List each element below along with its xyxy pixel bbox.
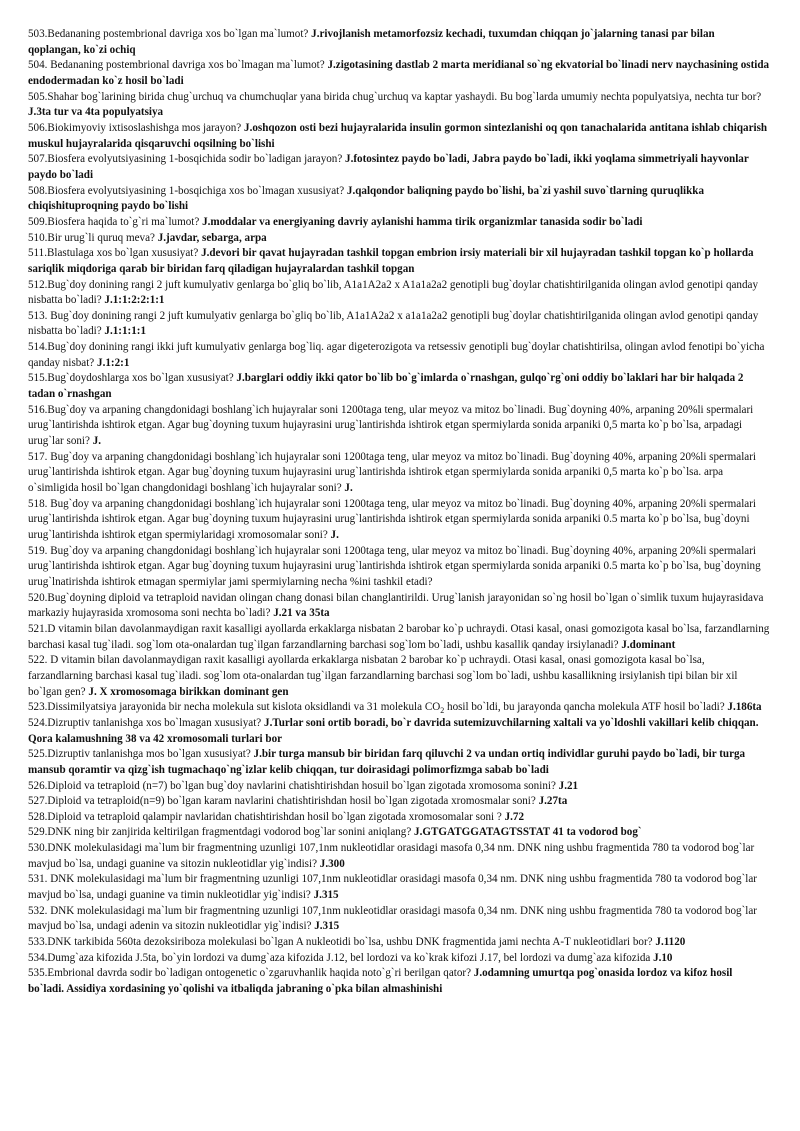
- answer-text: J.barglari oddiy ikki qator bo`lib bo`g`imlarda o`rnashgan, gulqo`rg`oni oddiy bo`laklari har bir halqada 2 tadan o`rnashgan: [28, 372, 744, 401]
- question-text: 530.DNK molekulasidagi ma`lum bir fragmentning uzunligi 107,1nm nukleotidlar orasidagi masofa 0,34 nm. DNK ning ushbu fragmentida 780 ta vodorod bog`lar mavjud bo`lsa, undagi guanine va sitozin nukleotidlar yig`indisi?: [28, 842, 755, 870]
- question-text: 514.Bug`doy donining rangi ikki juft kumulyativ genlarga bog`liq. agar digeterozigota va retsessiv genotipli bug`doylar chatishtirilsa, olingan avlod fenotipi bo`yicha qanday nisbat?: [28, 341, 765, 369]
- question-text: 519. Bug`doy va arpaning changdonidagi boshlang`ich hujayralar soni 1200taga teng, ular meyoz va mitoz bo`linadi. Bug`doyning 40%, arpaning 20%li spermalari urug`lantirishda ishtirok etgan. Agar bug`doyning tuxum hujayrasini urug`lantirishda ishtirok etgan spermiylarda sonida arpaniki 0.5 marta ko`p bo`lsa, bug`doyning urug`lnatirishda ishtirok etmagan spermiylar jami spermiylarning necha %ini tashkil etadi?: [28, 544, 761, 588]
- question-text: 517. Bug`doy va arpaning changdonidagi boshlang`ich hujayralar soni 1200taga teng, ular meyoz va mitoz bo`linadi. Bug`doyning 40%, arpaning 20%li spermalari urug`lantirishda ishtirok etgan. Agar bug`doyning tuxum hujayrasini urug`lantirishda ishtirok etgan spermiylarda sonida arpaniki 0,5 marta ko`p bo`lsa. arpa o`simligida hosil bo`lgan changdonidagi boshlang`ich hujayralar soni?: [28, 450, 757, 495]
- answer-text: J.21 va 35ta: [273, 607, 330, 620]
- question-text: 529.DNK ning bir zanjirida keltirilgan fragmentdagi vodorod bog`lar sonini aniqlang?: [28, 826, 415, 839]
- question-item: [28, 872, 770, 903]
- question-item: [28, 951, 770, 967]
- answer-text: J.moddalar va energiyaning davriy aylanishi hamma tirik organizmlar tanasida sodir bo`ladi: [202, 215, 643, 228]
- subscript: 2: [440, 706, 445, 716]
- answer-text: J.rivojlanish metamorfozsiz kechadi, tuxumdan chiqqan jo`jalarning tanasi par bilan qoplangan, ko`zi ochiq: [28, 28, 715, 56]
- question-text: 505.Shahar bog`larining birida chug`urchuq va chumchuqlar yana birida chug`urchuq va kaptar yashaydi. Bu bog`larda umumiy nechta populyatsiya, nechta tur bor?: [28, 90, 762, 103]
- question-text: 509.Biosfera haqida to`g`ri ma`lumot?: [28, 215, 203, 228]
- question-text: 523.Dissimilyatsiya jarayonida bir necha molekula sut kislota oksidlandi va 31 molekula CO: [28, 701, 441, 714]
- question-text-continued: hosil bo`ldi, bu jarayonda qancha molekula ATF hosil bo`ladi?: [444, 701, 728, 714]
- answer-text: J.odamning umurtqa pog`onasida lordoz va kifoz hosil bo`ladi. Assidiya xordasining yo`qolishi va itbaliqda jabraning o`pka bilan almashinishi: [28, 967, 733, 996]
- question-item: [28, 497, 770, 544]
- answer-text: J. X xromosomaga birikkan dominant gen: [88, 685, 289, 698]
- question-text: 513. Bug`doy donining rangi 2 juft kumulyativ genlarga bo`gliq bo`lib, A1a1A2a2 x a1a1a2a2 genotipli bug`doylar chatishtirilganida olingan avlod genotipi qanday nisbatta bo`ladi?: [28, 309, 759, 338]
- question-text: 532. DNK molekulasidagi ma`lum bir fragmentning uzunligi 107,1nm nukleotidlar orasidagi masofa 0,34 nm. DNK ning ushbu fragmentida 780 ta vodorod bog`lar mavjud bo`lsa, undagi adenin va sitozin nukleotidlar yig`indisi?: [28, 904, 757, 933]
- question-text: 525.Dizruptiv tanlanishga mos bo`lgan xususiyat?: [28, 748, 254, 761]
- question-item: [28, 121, 770, 152]
- question-text: 508.Biosfera evolyutsiyasining 1-bosqichiga xos bo`lmagan xususiyat?: [28, 184, 347, 197]
- question-item: [28, 278, 770, 309]
- question-item: [28, 622, 770, 653]
- question-text: 504. Bedananing postembrional davriga xos bo`lmagan ma`lumot?: [28, 59, 328, 72]
- answer-text: J.10: [653, 951, 673, 964]
- question-item: [28, 371, 770, 402]
- answer-text: J.72: [504, 810, 525, 823]
- answer-text: J.: [330, 529, 339, 541]
- question-item: [28, 450, 770, 497]
- answer-text: J.oshqozon osti bezi hujayralarida insulin gormon sintezlanishi oq qon tanachalarida antitana ishlab chiqarish muskul hujayralarida qisqaruvchi oqsilning bo`lishi: [28, 121, 768, 150]
- answer-text: J.bir turga mansub bir biridan farq qiluvchi 2 va undan ortiq individlar guruhi paydo bo`ladi, bir turga mansub qoramtir va qizg`ish tugmachaqo`ng`izlar kelib chiqqan, tur doirasidagi polimorfizmga sabab bo`ladi: [28, 748, 746, 776]
- question-item: [28, 653, 770, 700]
- question-text: 503.Bedananing postembrional davriga xos bo`lgan ma`lumot?: [28, 28, 312, 40]
- answer-text: J.21: [558, 779, 579, 792]
- question-text: 522. D vitamin bilan davolanmaydigan raxit kasalligi ayollarda erkaklarga nisbatan 2 barobar ko`p uchraydi. Otasi kasal, onasi gomozigota kasal bo`lsa, farzandlarning barchasi kasal tug`iladi. sog`lom ota-onalardan tug`ilgan farzandlarning barchasi sog`lom bo`ladi, ushbu kasallikning irsiylanish tipi bilan bir xil bo`lgan gen?: [28, 654, 738, 698]
- answer-text: J.300: [319, 857, 345, 870]
- question-text: 518. Bug`doy va arpaning changdonidagi boshlang`ich hujayralar soni 1200taga teng, ular meyoz va mitoz bo`linadi. Bug`doyning 40%, arpaning 20%li spermalari urug`lantirishda ishtirok etgan. Agar bug`doyning tuxum hujayrasini urug`lantirishda ishtirok etgan spermiylarda sonida arpaniki 0.5 marta ko`p bo`lsa, bug`doyni urug`lantirishda ishtirok etgan spermiylaridagi xromosomalar soni?: [28, 497, 757, 541]
- question-item: [28, 90, 770, 121]
- question-item: [28, 340, 770, 371]
- answer-text: J.zigotasining dastlab 2 marta meridianal so`ng ekvatorial bo`linadi nerv naychasining ostida endodermadan ko`z hosil bo`ladi: [28, 59, 770, 87]
- question-item: [28, 716, 770, 747]
- question-item: [28, 700, 770, 716]
- answer-text: J.3ta tur va 4ta populyatsiya: [28, 106, 164, 119]
- answer-text: J.devori bir qavat hujayradan tashkil topgan embrion irsiy materiali bir xil hujayradan tashkil topgan ko`p hollarda sariqlik miqdoriga qarab bir biridan farq qiladigan hujayralardan tashkil topgan: [28, 247, 754, 275]
- question-text: 534.Dumg`aza kifozida J.5ta, bo`yin lordozi va dumg`aza kifozida J.12, bel lordozi va ko`krak kifozi J.17, bel lordozi va dumg`aza kifozida: [28, 951, 654, 964]
- question-item: [28, 747, 770, 778]
- answer-text: J.Turlar soni ortib boradi, bo`r davrida sutemizuvchilarning xaltali va yo`ldoshli vakillari kelib chiqqan. Qora kalamushning 38 va 42 xromosomali turlari bor: [28, 716, 759, 745]
- question-text: 510.Bir urug`li quruq meva?: [28, 231, 158, 244]
- answer-text: J.1:2:1: [97, 356, 130, 369]
- question-item: [28, 246, 770, 277]
- question-text: 520.Bug`doyning diploid va tetraploid navidan olingan chang donasi bilan changlantirildi. Urug`lanish jarayonidan so`ng hosil bo`lgan o`simlik tuxum hujayrasidava markaziy hujayrasida xromosoma soni nechta bo`ladi?: [28, 591, 764, 620]
- question-item: [28, 779, 770, 795]
- question-text: 506.Biokimyoviy ixtisoslashishga mos jarayon?: [28, 121, 245, 134]
- question-text: 507.Biosfera evolyutsiyasining 1-bosqichida sodir bo`ladigan jarayon?: [28, 153, 346, 166]
- question-item: [28, 215, 770, 231]
- question-item: [28, 231, 770, 247]
- answer-text: J.GTGATGGATAGTSSTAT 41 ta vodorod bog`: [414, 826, 642, 839]
- question-item: [28, 794, 770, 810]
- question-item: [28, 152, 770, 183]
- question-text: 535.Embrional davrda sodir bo`ladigan ontogenetic o`zgaruvhanlik haqida noto`g`ri berilgan qator?: [28, 967, 474, 980]
- question-text: 528.Diploid va tetraploid qalampir navlaridan chatishtirishdan hosil bo`lgan zigotada xromosomalar soni ?: [28, 810, 505, 823]
- question-text: 531. DNK molekulasidagi ma`lum bir fragmentning uzunligi 107,1nm nukleotidlar orasidagi masofa 0,34 nm. DNK ning ushbu fragmentida 780 ta vodorod bog`lar mavjud bo`lsa, undagi guanine va timin nukleotidlar yig`indisi?: [28, 873, 757, 902]
- question-item: [28, 966, 770, 997]
- answer-text: J.javdar, sebarga, arpa: [157, 231, 267, 244]
- answer-text: J.315: [313, 889, 339, 902]
- answer-text: J.qalqondor baliqning paydo bo`lishi, ba`zi yashil suvo`tlarning quruqlikka chiqishituproqning paydo bo`lishi: [28, 184, 704, 213]
- question-item: [28, 309, 770, 340]
- question-item: [28, 27, 770, 58]
- question-item: [28, 591, 770, 622]
- question-text: 533.DNK tarkibida 560ta dezoksiriboza molekulasi bo`lgan A nukleotidi bo`lsa, ushbu DNK fragmentida jami nechta A-T nukleotidlari bor?: [28, 936, 656, 949]
- question-item: [28, 544, 770, 591]
- answer-text: J.315: [314, 920, 340, 933]
- question-item: [28, 904, 770, 935]
- question-text: 524.Dizruptiv tanlanishga xos bo`lmagan xususiyat?: [28, 716, 265, 729]
- question-item: [28, 841, 770, 872]
- answer-text: J.1:1:2:2:1:1: [104, 294, 165, 307]
- question-text: 516.Bug`doy va arpaning changdonidagi boshlang`ich hujayralar soni 1200taga teng, ular meyoz va mitoz bo`linadi. Bug`doyning 40%, arpaning 20%li spermalari urug`lantirishda ishtirok etgan. Agar bug`doyning tuxum hujayrasini urug`lantirishda ishtirok etgan spermiylarda sonida arpaniki 0,5 marta ko`p bo`lsa, arpadagi urug`lar soni?: [28, 403, 754, 448]
- question-text: 512.Bug`doy donining rangi 2 juft kumulyativ genlarga bo`gliq bo`lib, A1a1A2a2 x A1a1a2a2 genotipli bug`doylar chatishtirilganida olingan avlod genotipi qanday nisbatta bo`ladi?: [28, 278, 758, 307]
- question-text: 526.Diploid va tetraploid (n=7) bo`lgan bug`doy navlarini chatishtirishdan hosuil bo`lgan zigotada xromosoma sonini?: [28, 779, 559, 792]
- answer-text: J.186ta: [727, 701, 762, 714]
- question-text: 521.D vitamin bilan davolanmaydigan raxit kasalligi ayollarda erkaklarga nisbatan 2 barobar ko`p uchraydi. Otasi kasal, onasi gomozigota kasal bo`lsa, farzandlarning barchasi kasal tug`iladi. sog`lom ota-onalardan tug`ilgan farzandlarning barchasi sog`lom bo`ladi, ushbu kasallik qanday irsiylanadi?: [28, 622, 770, 651]
- answer-text: J.27ta: [538, 795, 568, 808]
- question-item: [28, 935, 770, 951]
- question-item: [28, 184, 770, 215]
- answer-text: J.fotosintez paydo bo`ladi, Jabra paydo bo`ladi, ikki yoqlama simmetriyali hayvonlar paydo bo`ladi: [28, 153, 749, 181]
- answer-text: J.: [92, 435, 102, 448]
- question-item: [28, 403, 770, 450]
- answer-text: J.dominant: [621, 638, 676, 651]
- question-item: [28, 58, 770, 89]
- question-text: 515.Bug`doydoshlarga xos bo`lgan xususiyat?: [28, 372, 237, 385]
- question-list: [28, 27, 770, 998]
- answer-text: J.1:1:1:1: [104, 325, 146, 338]
- question-item: [28, 825, 770, 841]
- question-item: [28, 810, 770, 826]
- answer-text: J.: [344, 482, 353, 495]
- question-text: 527.Diploid va tetraploid(n=9) bo`lgan karam navlarini chatishtirishdan hosil bo`lgan zigotada xromosmalar soni?: [28, 795, 539, 808]
- answer-text: J.1120: [655, 936, 686, 949]
- question-text: 511.Blastulaga xos bo`lgan xususiyat?: [28, 247, 202, 260]
